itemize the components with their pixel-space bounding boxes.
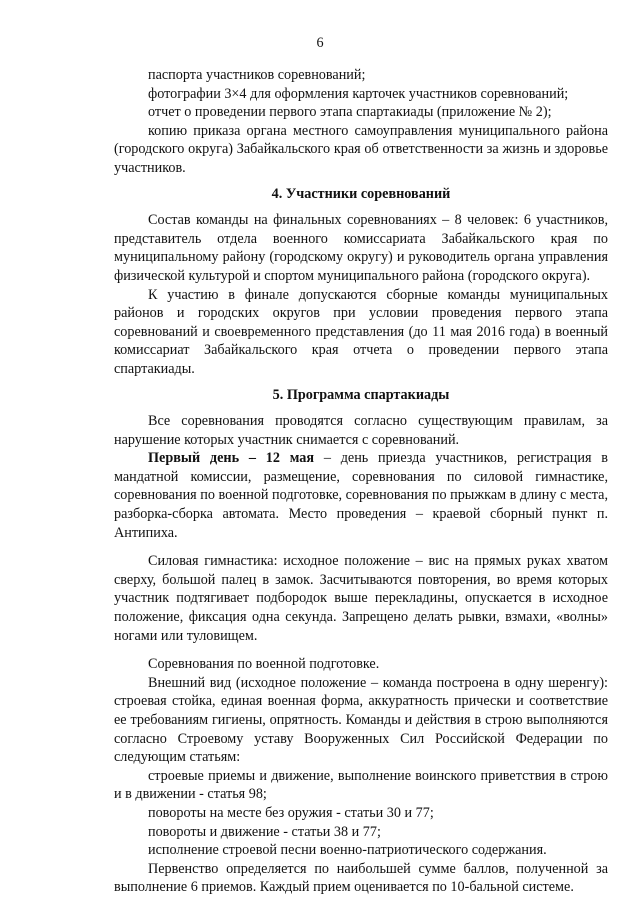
section-4-paragraph: К участию в финале допускаются сборные команды муниципальных районов и городских округов при условии проведения первого этапа соревнований и своевременного представления (до 11 мая 2016 года) в военный комиссариат Забайкальского края отчета о проведении первого этапа спартакиады.: [114, 286, 608, 377]
list-item: строевые приемы и движение, выполнение воинского приветствия в строю и в движении - статья 98;: [114, 767, 608, 803]
final-paragraph: Первенство определяется по наибольшей сумме баллов, полученной за выполнение 6 приемов. Каждый прием оценивается по 10-бальной системе.: [114, 860, 608, 896]
section-4-paragraph: Состав команды на финальных соревнованиях – 8 человек: 6 участников, представитель отдела военного комиссариата Забайкальского края по муниципальному району (городскому округу) и руководитель органа управления физической культурой и спортом муниципального района (городского округа).: [114, 212, 608, 284]
list-item: исполнение строевой песни военно-патриотического содержания.: [148, 842, 547, 859]
list-item: паспорта участников соревнований;: [148, 67, 366, 83]
list-item: повороты и движение - статьи 38 и 77;: [148, 823, 381, 840]
list-item: фотографии 3×4 для оформления карточек участников соревнований;: [148, 85, 569, 102]
page-number: 6: [316, 35, 324, 51]
military-heading: Соревнования по военной подготовке.: [148, 656, 380, 673]
list-item: копию приказа органа местного самоуправления муниципального района (городского округа) Забайкальского края об ответственности за жизнь и здоровье участников.: [114, 122, 608, 176]
section-4-heading: 4. Участники соревнований: [271, 185, 451, 202]
section-5-paragraph: Все соревнования проводятся согласно существующим правилам, за нарушение которых участник снимается с соревнований.: [114, 413, 608, 448]
day-one-paragraph: [114, 449, 608, 542]
gymnastics-paragraph: Силовая гимнастика: исходное положение – вис на прямых руках хватом сверху, большой палец в замок. Засчитываются повторения, во время которых участник подтягивает подбородок выше перекладины, опускается в исходное положение, фиксация одна секунда. Запрещено делать рывки, взмахи, «волны» ногами или туловищем.: [114, 553, 608, 644]
document-body: [114, 66, 608, 897]
section-5-heading: 5. Программа спартакиады: [272, 386, 450, 403]
list-item: отчет о проведении первого этапа спартакиады (приложение № 2);: [148, 104, 552, 121]
day-one-text: – день приезда участников, регистрация в мандатной комиссии, размещение, соревнования по силовой гимнастике, соревнования по военной подготовке, соревнования по прыжкам в длину с места, разборка-сборка автомата. Место проведения – краевой сборный пункт п. Антипиха.: [114, 450, 608, 541]
list-item: повороты на месте без оружия - статьи 30 и 77;: [148, 804, 434, 821]
day-one-label: Первый день – 12 мая: [148, 450, 315, 467]
military-paragraph: Внешний вид (исходное положение – команда построена в одну шеренгу): строевая стойка, единая военная форма, аккуратность прически и соответствие ее требованиям гигиены, опрятность. Команды и действия в строю выполняются согласно Строевому уставу Вооруженных Сил Российской Федерации по следующим статьям:: [114, 674, 608, 766]
